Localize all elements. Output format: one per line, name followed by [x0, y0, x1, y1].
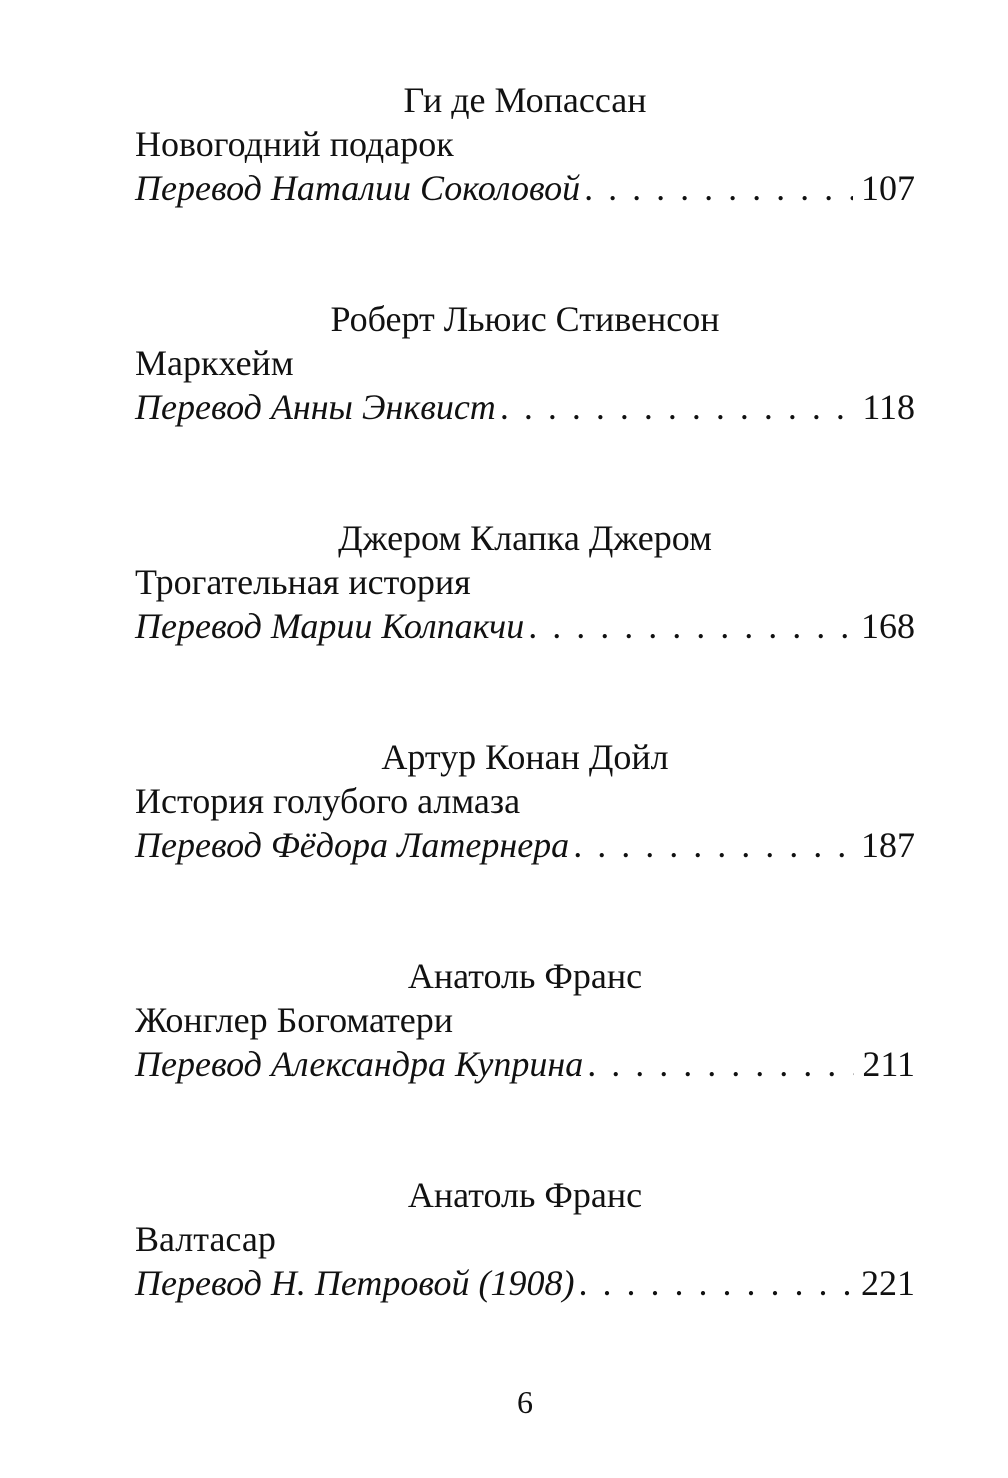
page-number: 168 — [861, 606, 915, 646]
translator-credit: Перевод Н. Петровой (1908) — [135, 1263, 575, 1303]
page-number: 211 — [862, 1044, 915, 1084]
author-name: Роберт Льюис Стивенсон — [330, 299, 720, 339]
translator-line — [135, 604, 915, 650]
page-number: 118 — [862, 387, 915, 427]
translator-line — [135, 166, 915, 212]
dot-leader — [500, 385, 855, 429]
page-number: 221 — [861, 1263, 915, 1303]
translator-line — [135, 1261, 915, 1307]
translator-line — [135, 385, 915, 431]
author-name: Анатоль Франс — [407, 1175, 643, 1215]
folio-page-number: 6 — [517, 1384, 533, 1420]
dot-leader — [528, 604, 853, 648]
page-number: 187 — [861, 825, 915, 865]
author-name: Джером Клапка Джером — [338, 518, 712, 558]
author-name: Анатоль Франс — [407, 956, 643, 996]
story-title: Новогодний подарок — [135, 124, 454, 164]
translator-credit: Перевод Анны Энквист — [135, 387, 496, 427]
dot-leader — [573, 823, 853, 867]
dot-leader — [578, 1261, 853, 1305]
story-title: Валтасар — [135, 1219, 276, 1259]
story-title: Трогательная история — [135, 562, 471, 602]
dot-leader — [584, 166, 853, 210]
story-title: Маркхейм — [135, 343, 294, 383]
author-name: Ги де Мопассан — [403, 80, 647, 120]
translator-line — [135, 823, 915, 869]
translator-credit: Перевод Марии Колпакчи — [135, 606, 525, 646]
author-name: Артур Конан Дойл — [381, 737, 669, 777]
story-title: Жонглер Богоматери — [135, 1000, 453, 1040]
translator-credit: Перевод Фёдора Латернера — [135, 825, 570, 865]
story-title: История голубого алмаза — [135, 781, 521, 821]
translator-line — [135, 1042, 915, 1088]
translator-credit: Перевод Наталии Соколовой — [135, 168, 581, 208]
dot-leader — [587, 1042, 854, 1086]
translator-credit: Перевод Александра Куприна — [135, 1044, 584, 1084]
page-number: 107 — [861, 168, 915, 208]
